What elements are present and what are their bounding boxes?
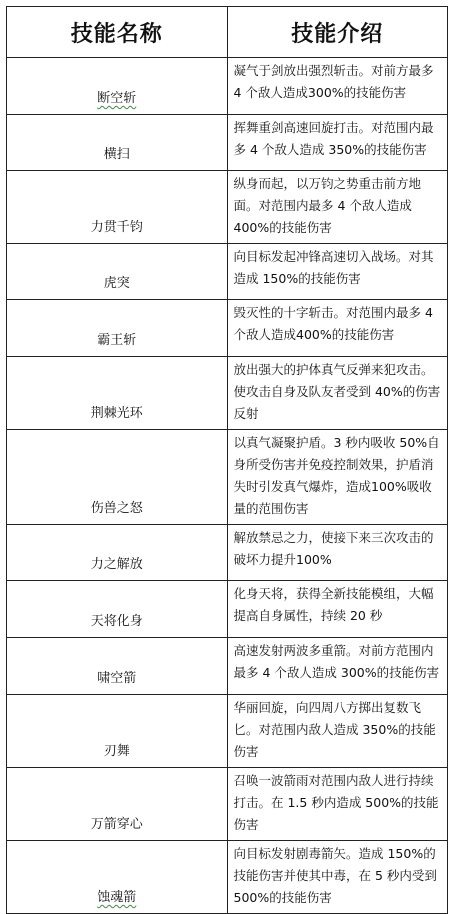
header-skill-description: 技能介绍 — [227, 7, 448, 58]
skill-table — [6, 6, 448, 914]
skill-description: 化身天将，获得全新技能模组，大幅提高自身属性，持续 20 秒 — [227, 581, 448, 638]
table-row — [7, 430, 448, 525]
header-skill-name: 技能名称 — [7, 7, 228, 58]
skill-name: 荆棘光环 — [90, 406, 143, 421]
skill-name: 横扫 — [103, 147, 130, 162]
skill-name-cell — [7, 300, 228, 357]
skill-name-cell — [7, 841, 228, 914]
skill-description: 放出强大的护体真气反弹来犯攻击。使攻击自身及队友者受到 40%的伤害反射 — [227, 357, 448, 430]
table-header-row — [7, 7, 448, 58]
skill-description: 召唤一波箭雨对范围内敌人进行持续打击。在 1.5 秒内造成 500%的技能伤害 — [227, 768, 448, 841]
table-row — [7, 357, 448, 430]
skill-description: 高速发射两波多重箭。对前方范围内最多 4 个敌人造成 300%的技能伤害 — [227, 638, 448, 695]
table-row — [7, 171, 448, 244]
skill-description: 向目标发射剧毒箭矢。造成 150%的技能伤害并使其中毒，在 5 秒内受到 500%的技能伤害 — [227, 841, 448, 914]
skill-name: 断空斩 — [97, 91, 137, 106]
table-row — [7, 768, 448, 841]
skill-description: 解放禁忌之力，使接下来三次攻击的破坏力提升100% — [227, 525, 448, 581]
skill-name: 力之解放 — [90, 557, 143, 572]
skill-name-cell — [7, 171, 228, 244]
skill-description: 华丽回旋，向四周八方掷出复数飞匕。对范围内敌人造成 350%的技能伤害 — [227, 695, 448, 768]
table-row — [7, 244, 448, 300]
skill-name-cell — [7, 58, 228, 115]
table-row — [7, 695, 448, 768]
skill-name: 伤兽之怒 — [90, 501, 143, 516]
skill-name: 虎突 — [103, 276, 130, 291]
skill-description: 凝气于剑放出强烈斩击。对前方最多 4 个敌人造成300%的技能伤害 — [227, 58, 448, 115]
skill-name-cell — [7, 430, 228, 525]
skill-description: 纵身而起，以万钧之势重击前方地面。对范围内最多 4 个敌人造成 400%的技能伤害 — [227, 171, 448, 244]
skill-name: 蚀魂箭 — [97, 890, 137, 905]
skill-name: 啸空箭 — [97, 671, 137, 686]
table-row — [7, 841, 448, 914]
skill-name: 刃舞 — [103, 744, 130, 759]
table-row — [7, 58, 448, 115]
skill-description: 毁灭性的十字斩击。对范围内最多 4 个敌人造成400%的技能伤害 — [227, 300, 448, 357]
table-row — [7, 300, 448, 357]
skill-name-cell — [7, 525, 228, 581]
skill-name-cell — [7, 768, 228, 841]
skill-name: 力贯千钧 — [90, 220, 143, 235]
skill-name-cell — [7, 581, 228, 638]
table-row — [7, 581, 448, 638]
skill-table-container — [6, 6, 448, 905]
skill-name: 万箭穿心 — [90, 817, 143, 832]
skill-name: 霸王斩 — [97, 333, 137, 348]
skill-description: 向目标发起冲锋高速切入战场。对其造成 150%的技能伤害 — [227, 244, 448, 300]
table-row — [7, 638, 448, 695]
skill-description: 以真气凝聚护盾。3 秒内吸收 50%自身所受伤害并免疫控制效果，护盾消失时引发真气爆炸，造成100%吸收量的范围伤害 — [227, 430, 448, 525]
skill-name-cell — [7, 638, 228, 695]
skill-description: 挥舞重剑高速回旋打击。对范围内最多 4 个敌人造成 350%的技能伤害 — [227, 115, 448, 171]
table-row — [7, 525, 448, 581]
table-row — [7, 115, 448, 171]
skill-name-cell — [7, 244, 228, 300]
skill-name-cell — [7, 357, 228, 430]
skill-name: 天将化身 — [90, 614, 143, 629]
skill-name-cell — [7, 695, 228, 768]
skill-name-cell — [7, 115, 228, 171]
